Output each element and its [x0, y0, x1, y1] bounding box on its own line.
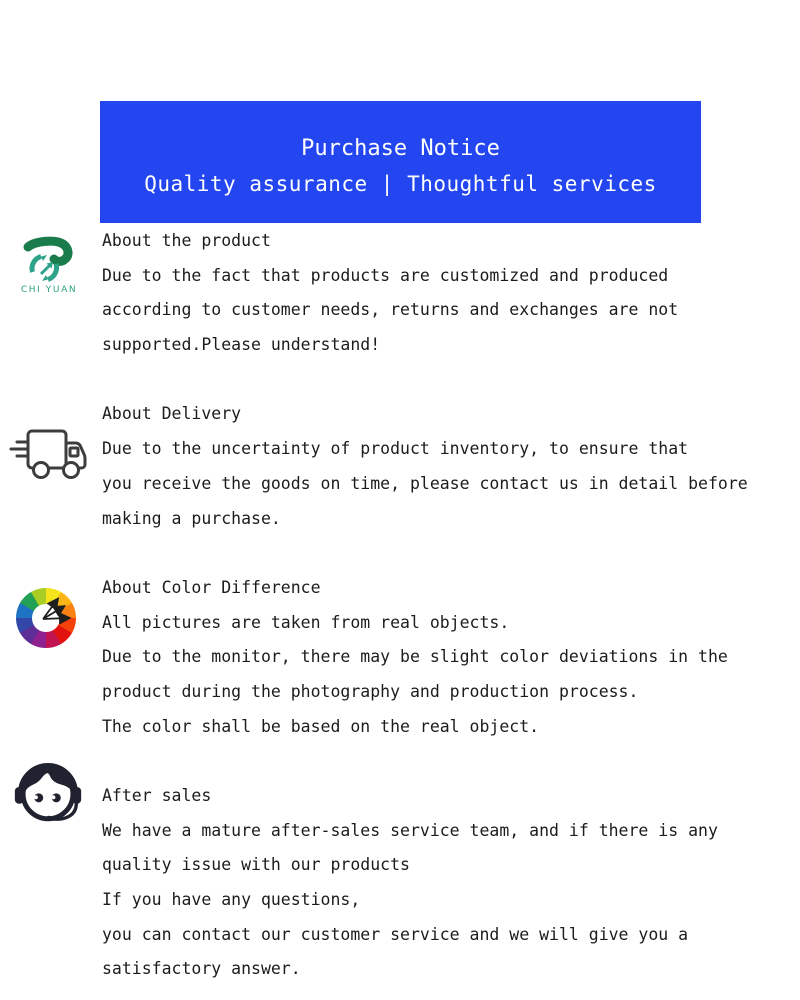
- chiyuan-logo-icon: [16, 236, 82, 295]
- notice-text-column: [102, 224, 792, 987]
- section-about-product: [102, 224, 792, 363]
- section-heading: About the product: [102, 231, 271, 250]
- section-line: Due to the fact that products are customized and produced: [102, 265, 669, 285]
- section-about-delivery: [102, 397, 792, 536]
- section-line: you receive the goods on time, please contact us in detail before: [102, 473, 748, 493]
- section-heading: About Color Difference: [102, 577, 321, 597]
- section-after-sales: [102, 779, 792, 987]
- section-line: quality issue with our products: [102, 855, 410, 875]
- section-about-color-difference: [102, 571, 792, 744]
- section-line: The color shall be based on the real object.: [102, 716, 540, 736]
- banner-subtitle: Quality assurance | Thoughtful services: [144, 172, 657, 196]
- section-line: product during the photography and production process.: [102, 681, 639, 701]
- color-wheel-arrows-icon: [16, 588, 76, 648]
- brand-name: CHI YUAN: [20, 285, 78, 295]
- section-line: If you have any questions,: [102, 890, 361, 910]
- banner: [100, 101, 701, 223]
- section-line: making a purchase.: [102, 508, 281, 528]
- section-line: We have a mature after-sales service team, and if there is any: [102, 820, 718, 840]
- section-heading: After sales: [102, 786, 212, 805]
- customer-service-icon: [9, 751, 87, 837]
- section-heading: About Delivery: [102, 404, 242, 424]
- section-line: satisfactory answer.: [102, 959, 301, 979]
- delivery-truck-icon: [8, 424, 92, 488]
- section-line: Due to the uncertainty of product inventory, to ensure that: [102, 439, 689, 459]
- section-line: you can contact our customer service and we will give you a: [102, 924, 689, 944]
- section-line: according to customer needs, returns and exchanges are not: [102, 300, 679, 320]
- chiyuan-logo-mark-icon: [17, 236, 81, 282]
- banner-title: Purchase Notice: [301, 136, 500, 161]
- section-line: Due to the monitor, there may be slight color deviations in the: [102, 647, 728, 667]
- color-wheel-icon: [16, 588, 76, 648]
- section-line: All pictures are taken from real objects.: [102, 612, 510, 632]
- section-line: supported.Please understand!: [102, 335, 381, 355]
